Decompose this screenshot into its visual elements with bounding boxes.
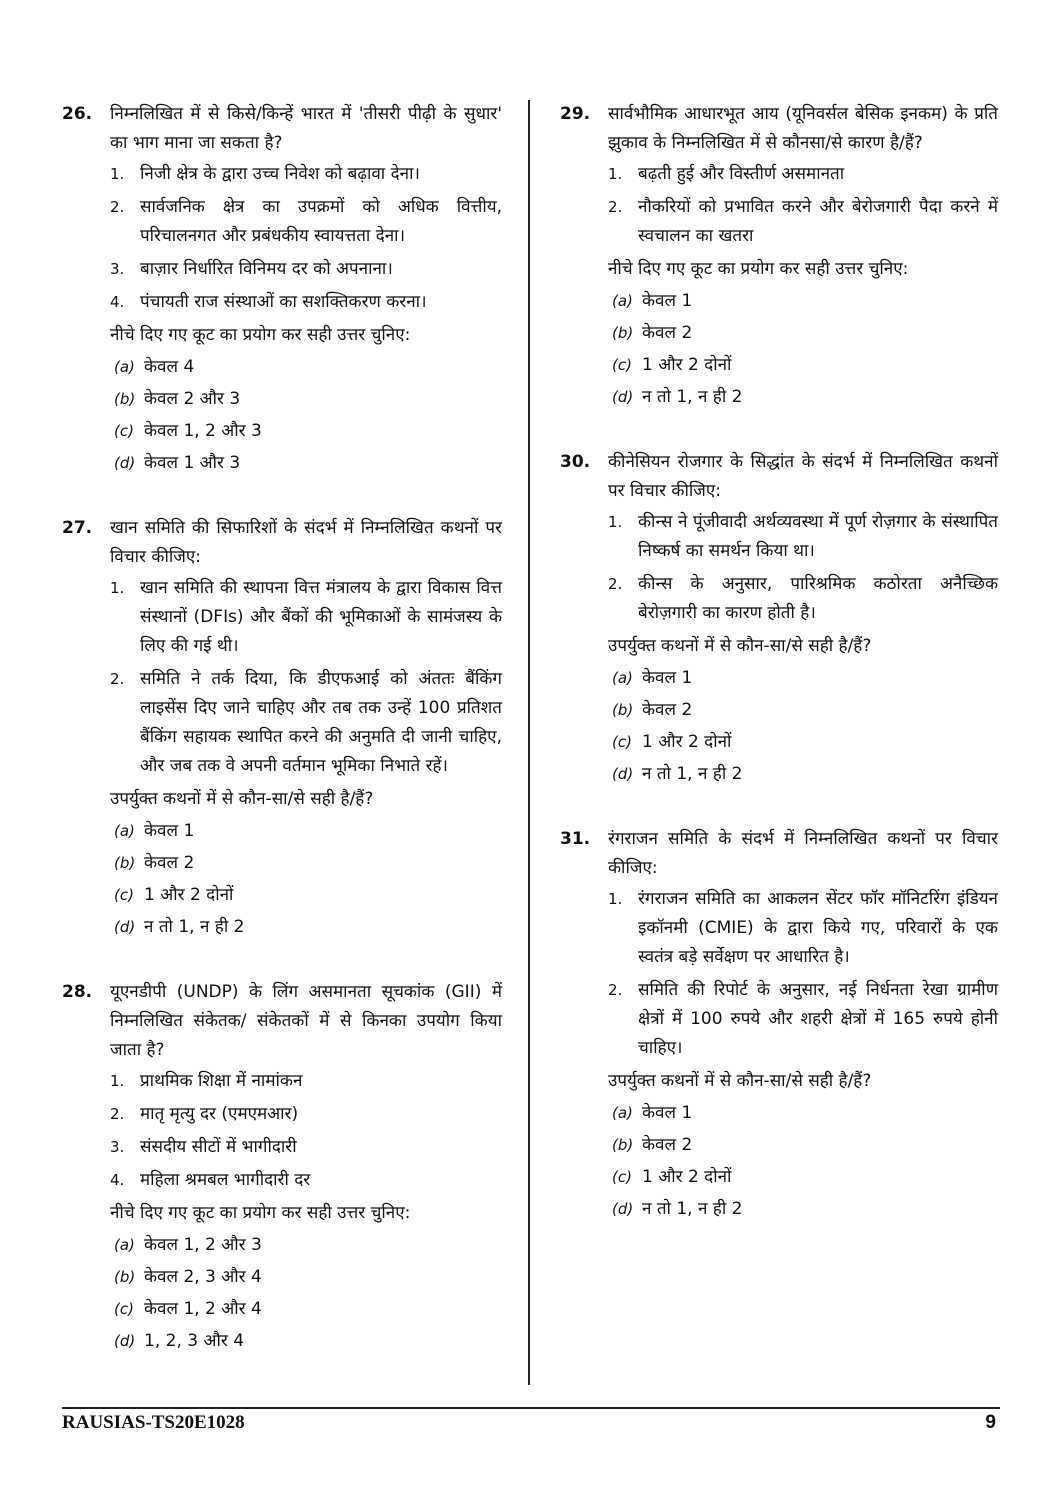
statement-number: 2.: [608, 198, 623, 216]
option-letter: (c): [114, 1300, 134, 1318]
statement-text: कीन्स ने पूंजीवादी अर्थव्यवस्था में पूर्ण रोज़गार के संस्थापित निष्कर्ष का समर्थन किया था।: [638, 512, 998, 561]
option-text: 1 और 2 दोनों: [642, 1167, 732, 1187]
statement-item: [110, 288, 502, 317]
option-text: न तो 1, न ही 2: [642, 1199, 743, 1219]
option-text: केवल 1: [144, 821, 195, 841]
option-text: 1 और 2 दोनों: [144, 885, 234, 905]
statement-text: महिला श्रमबल भागीदारी दर: [140, 1170, 311, 1190]
statement-number: 3.: [110, 260, 125, 278]
option-text: केवल 1, 2 और 3: [144, 421, 262, 441]
statement-number: 4.: [110, 293, 125, 311]
option-letter: (d): [114, 918, 136, 936]
option-list: [62, 818, 502, 940]
option-letter: (b): [612, 324, 634, 342]
option-letter: (b): [612, 1136, 634, 1154]
statement-number: 1.: [608, 890, 623, 908]
statement-number: 1.: [608, 513, 623, 531]
statement-text: कीन्स के अनुसार, पारिश्रमिक कठोरता अनैच्छिक बेरोज़गारी का कारण होती है।: [638, 574, 998, 623]
option-list: [560, 1100, 998, 1222]
statement-list: [62, 574, 502, 781]
option-text: 1 और 2 दोनों: [642, 355, 732, 375]
option-letter: (b): [612, 701, 634, 719]
answer-option: [114, 882, 502, 908]
option-letter: (a): [612, 292, 633, 310]
statement-item: [110, 1133, 502, 1162]
answer-option: [114, 354, 502, 380]
option-text: केवल 1: [642, 1103, 693, 1123]
option-letter: (d): [612, 765, 634, 783]
question-instruction: उपर्युक्त कथनों में से कौन-सा/से सही है/हैं?: [608, 1071, 872, 1091]
statement-item: [110, 1067, 502, 1096]
answer-option: [612, 697, 998, 723]
statement-number: 1.: [110, 1072, 125, 1090]
statement-item: [110, 1100, 502, 1129]
statement-text: प्राथमिक शिक्षा में नामांकन: [140, 1071, 303, 1091]
question-instruction: नीचे दिए गए कूट का प्रयोग कर सही उत्तर चुनिए:: [608, 259, 909, 279]
question-text: सार्वभौमिक आधारभूत आय (यूनिवर्सल बेसिक इनकम) के प्रति झुकाव के निम्नलिखित में से कौनसा/से कारण है/हैं?: [608, 104, 998, 153]
question-instruction: उपर्युक्त कथनों में से कौन-सा/से सही है/हैं?: [110, 789, 374, 809]
option-letter: (c): [114, 886, 134, 904]
question-instruction: उपर्युक्त कथनों में से कौन-सा/से सही है/हैं?: [608, 636, 872, 656]
statement-number: 2.: [608, 575, 623, 593]
question-number: 28.: [62, 982, 93, 1002]
question-block: [62, 514, 502, 940]
statement-item: [110, 1166, 502, 1195]
statement-number: 1.: [110, 165, 125, 183]
statement-item: [110, 255, 502, 284]
statement-list: [560, 508, 998, 628]
statement-item: [110, 665, 502, 781]
answer-option: [612, 1100, 998, 1126]
answer-option: [114, 1264, 502, 1290]
option-list: [560, 288, 998, 410]
question-block: [62, 978, 502, 1354]
option-letter: (b): [114, 1268, 136, 1286]
statement-number: 2.: [608, 981, 623, 999]
statement-text: बढ़ती हुई और विस्तीर्ण असमानता: [638, 164, 845, 184]
answer-option: [114, 850, 502, 876]
option-text: 1, 2, 3 और 4: [144, 1331, 245, 1351]
option-letter: (a): [114, 358, 135, 376]
option-letter: (a): [612, 669, 633, 687]
answer-option: [612, 1132, 998, 1158]
answer-option: [612, 761, 998, 787]
answer-option: [612, 665, 998, 691]
option-text: केवल 1: [642, 668, 693, 688]
option-letter: (c): [114, 422, 134, 440]
statement-item: [110, 193, 502, 251]
option-text: केवल 2: [642, 1135, 693, 1155]
statement-list: [560, 885, 998, 1063]
option-letter: (c): [612, 733, 632, 751]
statement-text: पंचायती राज संस्थाओं का सशक्तिकरण करना।: [140, 292, 427, 312]
answer-option: [612, 729, 998, 755]
column-divider: [528, 100, 530, 1385]
statement-text: समिति की रिपोर्ट के अनुसार, नई निर्धनता रेखा ग्रामीण क्षेत्रों में 100 रुपये और शहरी क्षेत्रों में 165 रुपये होनी चाहिए।: [638, 980, 998, 1058]
answer-option: [114, 450, 502, 476]
statement-text: सार्वजनिक क्षेत्र का उपक्रमों को अधिक वित्तीय, परिचालनगत और प्रबंधकीय स्वायत्तता देना।: [140, 197, 502, 246]
option-text: न तो 1, न ही 2: [144, 917, 245, 937]
option-letter: (a): [114, 1236, 135, 1254]
statement-item: [608, 570, 998, 628]
answer-option: [612, 1164, 998, 1190]
option-text: केवल 2 और 3: [144, 389, 241, 409]
question-block: [62, 100, 502, 476]
option-letter: (b): [114, 854, 136, 872]
answer-option: [114, 1296, 502, 1322]
question-text: यूएनडीपी (UNDP) के लिंग असमानता सूचकांक (GII) में निम्नलिखित संकेतक/ संकेतकों में से किनका उपयोग किया जाता है?: [110, 982, 502, 1060]
option-list: [62, 354, 502, 476]
option-list: [560, 665, 998, 787]
option-text: केवल 2, 3 और 4: [144, 1267, 262, 1287]
question-text: निम्नलिखित में से किसे/किन्हें भारत में 'तीसरी पीढ़ी के सुधार' का भाग माना जा सकता है?: [110, 104, 502, 153]
footer-code: RAUSIAS-TS20E1028: [62, 1412, 245, 1433]
option-text: केवल 4: [144, 357, 195, 377]
statement-text: बाज़ार निर्धारित विनिमय दर को अपनाना।: [140, 259, 393, 279]
answer-option: [612, 288, 998, 314]
statement-number: 2.: [110, 1105, 125, 1123]
option-letter: (d): [114, 454, 136, 472]
option-letter: (c): [612, 356, 632, 374]
question-number: 31.: [560, 829, 591, 849]
option-letter: (d): [612, 1200, 634, 1218]
option-text: केवल 1, 2 और 3: [144, 1235, 262, 1255]
question-text: रंगराजन समिति के संदर्भ में निम्नलिखित कथनों पर विचार कीजिए:: [608, 829, 998, 878]
option-text: न तो 1, न ही 2: [642, 764, 743, 784]
question-number: 30.: [560, 452, 591, 472]
answer-option: [114, 914, 502, 940]
statement-text: संसदीय सीटों में भागीदारी: [140, 1137, 297, 1157]
option-letter: (d): [114, 1332, 136, 1350]
statement-item: [110, 574, 502, 661]
answer-option: [612, 384, 998, 410]
statement-item: [608, 193, 998, 251]
question-number: 27.: [62, 518, 93, 538]
option-letter: (a): [612, 1104, 633, 1122]
option-list: [62, 1232, 502, 1354]
statement-number: 3.: [110, 1138, 125, 1156]
option-text: केवल 1 और 3: [144, 453, 241, 473]
left-column: [62, 100, 502, 1392]
question-instruction: नीचे दिए गए कूट का प्रयोग कर सही उत्तर चुनिए:: [110, 325, 411, 345]
statement-number: 2.: [110, 198, 125, 216]
option-text: न तो 1, न ही 2: [642, 387, 743, 407]
option-text: केवल 2: [642, 700, 693, 720]
answer-option: [114, 386, 502, 412]
option-letter: (a): [114, 822, 135, 840]
question-number: 26.: [62, 104, 93, 124]
option-text: केवल 2: [642, 323, 693, 343]
answer-option: [612, 352, 998, 378]
statement-text: नौकरियों को प्रभावित करने और बेरोजगारी पैदा करने में स्वचालन का खतरा: [638, 197, 998, 246]
answer-option: [114, 818, 502, 844]
statement-number: 1.: [110, 579, 125, 597]
statement-text: खान समिति की स्थापना वित्त मंत्रालय के द्वारा विकास वित्त संस्थानों (DFIs) और बैंकों की भूमिकाओं के सामंजस्य के लिए की गई थी।: [140, 578, 502, 656]
option-text: 1 और 2 दोनों: [642, 732, 732, 752]
statement-item: [110, 160, 502, 189]
statement-text: समिति ने तर्क दिया, कि डीएफआई को अंततः बैंकिंग लाइसेंस दिए जाने चाहिए और तब तक उन्हें 100 प्रतिशत बैंकिंग सहायक स्थापित करने की अनुमति दी जानी चाहिए, और जब तक वे अपनी वर्तमान भूमिका निभाते रहें।: [140, 669, 502, 776]
statement-list: [62, 1067, 502, 1195]
statement-list: [560, 160, 998, 251]
answer-option: [612, 320, 998, 346]
statement-item: [608, 508, 998, 566]
option-letter: (c): [612, 1168, 632, 1186]
footer-rule: [62, 1407, 1000, 1409]
statement-text: मातृ मृत्यु दर (एमएमआर): [140, 1104, 299, 1124]
statement-text: रंगराजन समिति का आकलन सेंटर फॉर मॉनिटरिंग इंडियन इकॉनमी (CMIE) के द्वारा किये गए, परिवारों के एक स्वतंत्र बड़े सर्वेक्षण पर आधारित है।: [638, 889, 998, 967]
right-column: [560, 100, 998, 1260]
question-block: [560, 100, 998, 410]
option-letter: (d): [612, 388, 634, 406]
statement-number: 1.: [608, 165, 623, 183]
statement-text: निजी क्षेत्र के द्वारा उच्च निवेश को बढ़ावा देना।: [140, 164, 420, 184]
statement-item: [608, 885, 998, 972]
option-letter: (b): [114, 390, 136, 408]
answer-option: [114, 1232, 502, 1258]
question-text: कीनेसियन रोजगार के सिद्धांत के संदर्भ में निम्नलिखित कथनों पर विचार कीजिए:: [608, 452, 998, 501]
option-text: केवल 1: [642, 291, 693, 311]
answer-option: [114, 418, 502, 444]
statement-number: 4.: [110, 1171, 125, 1189]
question-text: खान समिति की सिफारिशों के संदर्भ में निम्नलिखित कथनों पर विचार कीजिए:: [110, 518, 502, 567]
answer-option: [612, 1196, 998, 1222]
answer-option: [114, 1328, 502, 1354]
statement-number: 2.: [110, 670, 125, 688]
question-number: 29.: [560, 104, 591, 124]
question-block: [560, 448, 998, 787]
statement-item: [608, 976, 998, 1063]
option-text: केवल 1, 2 और 4: [144, 1299, 262, 1319]
question-block: [560, 825, 998, 1222]
statement-item: [608, 160, 998, 189]
option-text: केवल 2: [144, 853, 195, 873]
statement-list: [62, 160, 502, 317]
question-instruction: नीचे दिए गए कूट का प्रयोग कर सही उत्तर चुनिए:: [110, 1203, 411, 1223]
page-number: 9: [985, 1412, 996, 1433]
